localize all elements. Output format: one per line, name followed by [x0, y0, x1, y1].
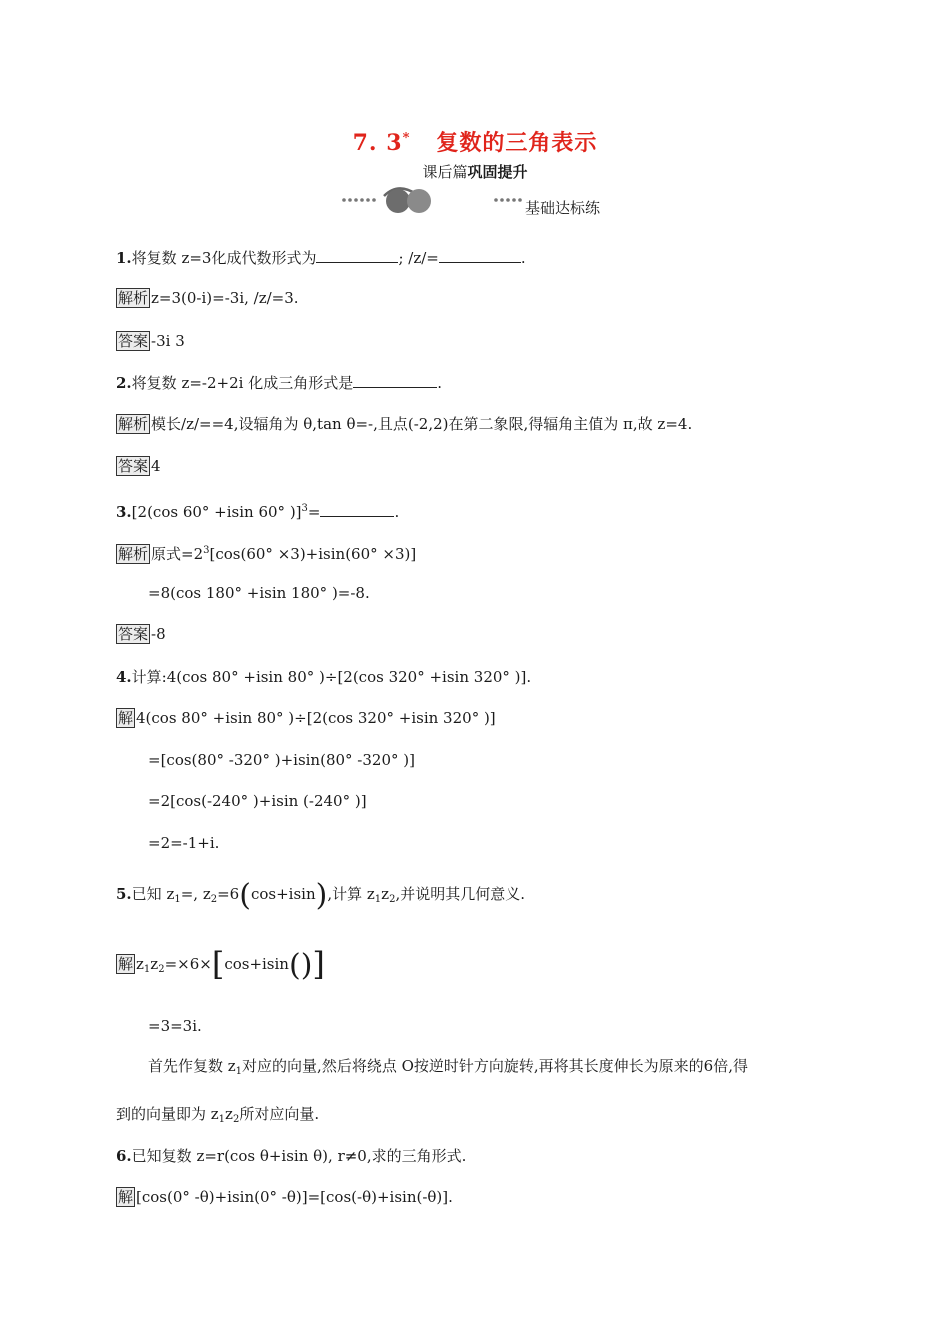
subscript: 1 [143, 964, 151, 975]
right-bracket: ] [312, 945, 325, 983]
subscript: 2 [232, 1114, 240, 1125]
question-text: = [307, 503, 321, 521]
question-number: 2. [116, 374, 132, 392]
question-3 [116, 499, 399, 522]
question-text: 已知 z [131, 885, 175, 903]
answer-text: -3i 3 [151, 332, 185, 350]
explain-text: 首先作复数 z [148, 1057, 236, 1075]
title-text: 复数的三角表示 [436, 130, 598, 156]
subtitle [0, 161, 950, 182]
solution-4-step: =[cos(80° -320° )+isin(80° -320° )] [148, 751, 415, 769]
question-text: cos+isin [250, 885, 316, 903]
question-number: 4. [116, 668, 132, 686]
solution-4-step: =2[cos(-240° )+isin (-240° )] [148, 792, 367, 810]
title-star: * [402, 130, 411, 146]
subscript: 1 [218, 1114, 226, 1125]
question-text: =6 [217, 885, 240, 903]
solution-text: z [150, 955, 159, 973]
answer-blank [353, 373, 437, 388]
explain-text: z [225, 1105, 233, 1123]
question-text: 已知复数 z=r(cos θ+isin θ), r≠0,求的三角形式. [131, 1147, 467, 1165]
question-number: 1. [116, 249, 132, 267]
title-number: 7. 3 [352, 130, 403, 156]
analysis-3-step: =8(cos 180° +isin 180° )=-8. [148, 584, 370, 602]
answer-blank [439, 248, 521, 263]
question-text: . [394, 503, 400, 521]
answer-text: -8 [151, 625, 166, 643]
solution-5-explain [148, 1056, 748, 1082]
question-text: 将复数 z=3化成代数形式为 [131, 249, 317, 267]
question-text: z [381, 885, 390, 903]
section-label: 基础达标练 [525, 199, 601, 217]
question-4 [116, 667, 531, 687]
analysis-1 [116, 288, 299, 308]
analysis-tag: 解析 [118, 415, 149, 433]
solution-5-explain-cont [116, 1104, 319, 1130]
subtitle-prefix: 课后篇 [422, 163, 468, 181]
answer-blank [320, 502, 394, 517]
subscript: 1 [374, 894, 382, 905]
page-title [0, 126, 950, 157]
question-text: =, z [180, 885, 211, 903]
subtitle-bold: 巩固提升 [467, 163, 528, 181]
question-text: ,计算 z [327, 885, 375, 903]
solution-5 [116, 945, 325, 983]
solution-text: 4(cos 80° +isin 80° )÷[2(cos 320° +isin 320° )] [136, 709, 496, 727]
analysis-text: [cos(60° ×3)+isin(60° ×3)] [209, 545, 417, 563]
question-5 [116, 878, 525, 913]
solution-text: z [136, 955, 144, 973]
exponent: 3 [203, 545, 210, 556]
question-text: . [520, 249, 526, 267]
answer-blank [316, 248, 398, 263]
solution-4 [116, 708, 496, 728]
solution-text: =×6× [164, 955, 212, 973]
analysis-text: 模长/z/==4,设辐角为 θ,tan θ=-,且点(-2,2)在第二象限,得辐角主值为 π,故 z=4. [151, 415, 693, 433]
answer-2 [116, 456, 161, 476]
right-paren: ) [315, 878, 328, 913]
subscript: 1 [174, 894, 181, 905]
question-number: 3. [116, 503, 132, 521]
left-paren: ( [239, 878, 251, 913]
subscript: 2 [210, 894, 218, 905]
solution-tag: 解 [118, 1188, 134, 1206]
question-number: 5. [116, 885, 132, 903]
question-text: . [437, 374, 442, 392]
question-text: ; /z/= [398, 249, 439, 267]
left-bracket: [ [211, 945, 225, 983]
analysis-tag: 解析 [118, 289, 149, 307]
subscript: 2 [389, 894, 396, 905]
solution-6 [116, 1187, 453, 1207]
exponent: 3 [301, 503, 308, 514]
question-6 [116, 1146, 466, 1166]
solution-4-step: =2=-1+i. [148, 834, 220, 852]
analysis-3 [116, 541, 416, 564]
explain-text: 所对应向量. [239, 1105, 320, 1123]
question-text: [2(cos 60° +isin 60° )] [131, 503, 302, 521]
solution-5-step: =3=3i. [148, 1017, 202, 1035]
question-text: 计算:4(cos 80° +isin 80° )÷[2(cos 320° +isin 320° )]. [131, 668, 532, 686]
answer-3 [116, 624, 166, 644]
solution-tag: 解 [118, 709, 134, 727]
answer-1 [116, 331, 185, 351]
answer-tag: 答案 [118, 625, 149, 643]
subscript: 2 [158, 964, 165, 975]
analysis-text: z=3(0-i)=-3i, /z/=3. [151, 289, 299, 307]
answer-tag: 答案 [118, 457, 149, 475]
answer-tag: 答案 [118, 332, 149, 350]
question-text: ,并说明其几何意义. [395, 885, 525, 903]
solution-text: [cos(0° -θ)+isin(0° -θ)]=[cos(-θ)+isin(-θ)]. [136, 1188, 453, 1206]
answer-text: 4 [151, 457, 161, 475]
question-number: 6. [116, 1147, 132, 1165]
solution-text: cos+isin [224, 955, 289, 973]
subscript: 1 [235, 1066, 243, 1077]
explain-text: 对应的向量,然后将绕点 O按逆时针方向旋转,再将其长度伸长为原来的6倍,得 [242, 1057, 748, 1075]
left-paren: ( [288, 948, 301, 983]
analysis-2 [116, 414, 692, 434]
question-2 [116, 373, 442, 393]
solution-tag: 解 [118, 955, 134, 973]
question-1 [116, 248, 526, 268]
explain-text: 到的向量即为 z [116, 1105, 219, 1123]
right-paren: ) [300, 948, 313, 983]
question-text: 将复数 z=-2+2i 化成三角形式是 [131, 374, 354, 392]
analysis-text: 原式=2 [151, 545, 204, 563]
analysis-tag: 解析 [118, 545, 149, 563]
